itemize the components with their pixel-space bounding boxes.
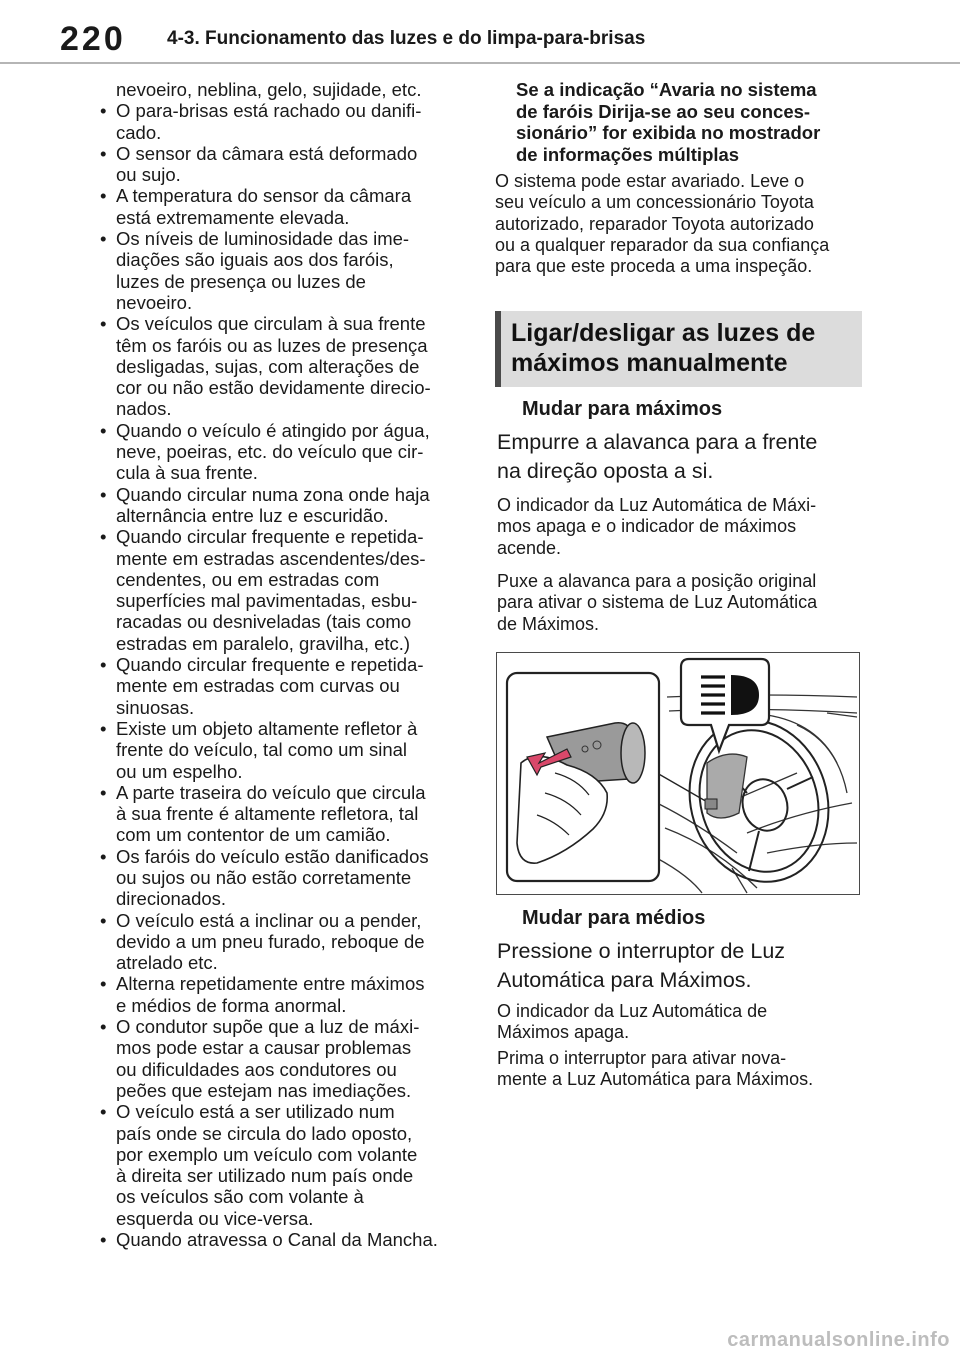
lever-zoom-box (507, 673, 659, 881)
list-item: • Quando circular numa zona onde haja alternância entre luz e escuridão. (96, 484, 468, 527)
low-beam-instruction: Pressione o interruptor de Luz Automática para Máximos. (497, 939, 786, 992)
lever-stub (705, 799, 717, 809)
high-beam-icon (681, 659, 769, 751)
high-beam-instruction: Empurre a alavanca para a frente na direção oposta a si. (497, 430, 818, 483)
low-beam-note-1: O indicador da Luz Automática de Máximos apaga. (497, 1001, 768, 1043)
list-item: • O para-brisas está rachado ou danifi- cado. (96, 100, 468, 143)
list-item: • Quando circular frequente e repetida- mente em estradas ascendentes/des- cendentes, ou em estradas com superfícies mal pavimentadas, esbu- racadas ou desniveladas (tais como estradas em paralelo, gravilha, etc.) (96, 526, 468, 654)
page-number: 220 (60, 20, 126, 58)
section-title: 4-3. Funcionamento das luzes e do limpa-para-brisas (167, 28, 646, 49)
malfunction-heading: Se a indicação “Avaria no sistema de faróis Dirija-se ao seu conces- sionário” for exibida no mostrador de informações múltiplas (516, 79, 821, 165)
low-beam-note-2: Prima o interruptor para ativar nova- mente a Luz Automática para Máximos. (497, 1048, 814, 1090)
left-column (96, 79, 468, 1250)
page-header (0, 0, 960, 64)
list-item: • Quando atravessa o Canal da Mancha. (96, 1229, 468, 1250)
high-beam-heading: Mudar para máximos (522, 398, 723, 420)
list-item: • Existe um objeto altamente refletor à frente do veículo, tal como um sinal ou um espelho. (96, 718, 468, 782)
continuation-text: nevoeiro, neblina, gelo, sujidade, etc. (116, 79, 422, 100)
header-divider (0, 62, 960, 64)
list-item: • O sensor da câmara está deformado ou sujo. (96, 143, 468, 186)
list-item: • O veículo está a ser utilizado num país onde se circula do lado oposto, por exemplo um veículo com volante à direita ser utilizado num país onde os veículos são com volante à esquerda ou vice-versa. (96, 1101, 468, 1229)
list-item: • Quando o veículo é atingido por água, neve, poeiras, etc. do veículo que cir- cula à sua frente. (96, 420, 468, 484)
list-item: • A parte traseira do veículo que circula à sua frente é altamente refletora, tal com um contentor de um camião. (96, 782, 468, 846)
steering-wheel-icon (669, 702, 849, 896)
list-item: • Os faróis do veículo estão danificados ou sujos ou não estão corretamente direcionados. (96, 846, 468, 910)
list-item: • Alterna repetidamente entre máximos e médios de forma anormal. (96, 973, 468, 1016)
list-item: • O veículo está a inclinar ou a pender, devido a um pneu furado, reboque de atrelado etc. (96, 910, 468, 974)
condition-list (96, 100, 468, 1250)
list-item: • O condutor supõe que a luz de máxi- mos pode estar a causar problemas ou dificuldades aos condutores ou peões que estejam nas imediações. (96, 1016, 468, 1101)
low-beam-heading: Mudar para médios (522, 907, 706, 929)
section-box-accent (495, 311, 501, 387)
section-box (495, 311, 862, 387)
list-item: • A temperatura do sensor da câmara está extremamente elevada. (96, 185, 468, 228)
right-column (495, 79, 865, 277)
high-beam-note-1: O indicador da Luz Automática de Máxi- mos apaga e o indicador de máximos acende. (497, 495, 817, 558)
lever-illustration (496, 652, 860, 895)
section-box-title: Ligar/desligar as luzes de máximos manualmente (511, 319, 816, 377)
high-beam-note-2: Puxe a alavanca para a posição original para ativar o sistema de Luz Automática de Máximos. (497, 571, 818, 634)
list-item: • Quando circular frequente e repetida- mente em estradas com curvas ou sinuosas. (96, 654, 468, 718)
list-item: • Os veículos que circulam à sua frente têm os faróis ou as luzes de presença desligadas, sujas, com alterações de cor ou não estão devidamente direcio- nados. (96, 313, 468, 419)
illustration-svg (497, 653, 861, 896)
list-item: • Os níveis de luminosidade das ime- diações são iguais aos dos faróis, luzes de presença ou luzes de nevoeiro. (96, 228, 468, 313)
malfunction-text: O sistema pode estar avariado. Leve o seu veículo a um concessionário Toyota autorizado, reparador Toyota autorizado ou a qualquer reparador da sua confiança para que este proceda a uma inspeção. (495, 171, 830, 277)
watermark: carmanualsonline.info (727, 1329, 950, 1351)
